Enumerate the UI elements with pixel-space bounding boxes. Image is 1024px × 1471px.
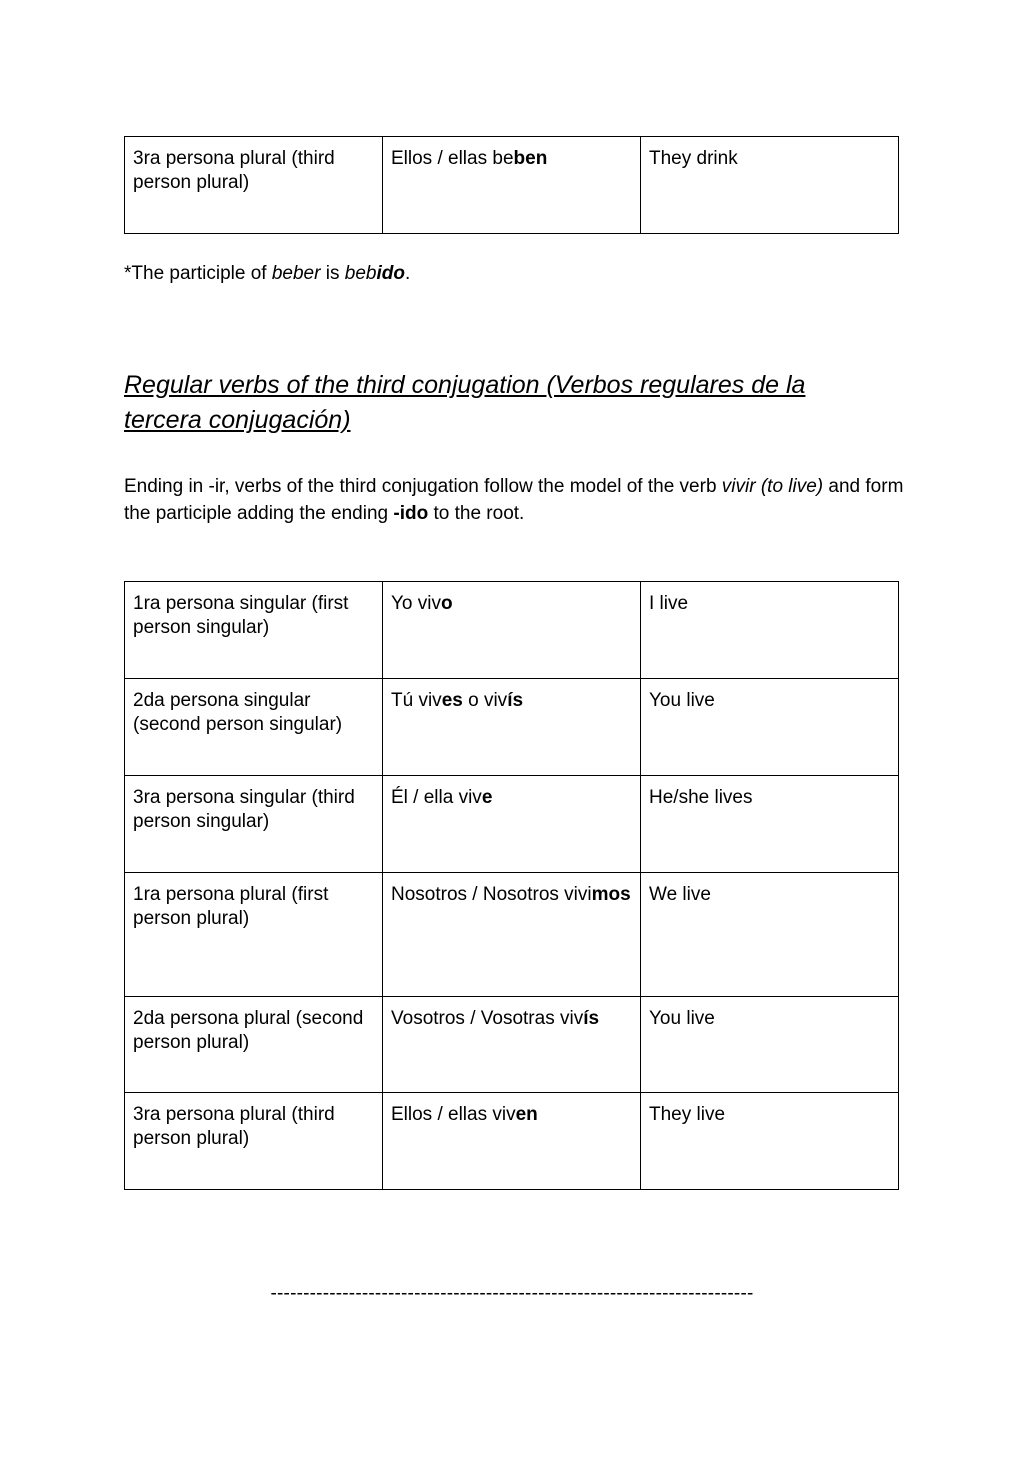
section-divider: -------------------------------------------------------------------------- [270, 1283, 754, 1304]
spanish-stem: Ellos / ellas viv [391, 1104, 516, 1125]
table-row [125, 1093, 899, 1190]
english-cell [641, 776, 899, 873]
english-translation: I live [649, 593, 689, 614]
spanish-ending: e [481, 787, 493, 808]
table-row [125, 997, 899, 1093]
spanish-cell [383, 776, 641, 873]
spanish-cell [383, 1093, 641, 1190]
english-cell [641, 997, 899, 1093]
spanish-stem: Nosotros / Nosotros vivi [391, 884, 592, 905]
intro-paragraph [124, 473, 904, 527]
note-verb: beber [271, 263, 321, 284]
spanish-ending: es [441, 690, 463, 711]
english-translation: He/she lives [649, 787, 753, 808]
note-middle: is [320, 263, 345, 284]
conjugation-table-beber [124, 136, 899, 234]
conjugation-table-vivir [124, 581, 899, 1190]
english-cell [641, 873, 899, 997]
spanish-ending: ís [583, 1008, 600, 1029]
spanish-ending: en [515, 1104, 538, 1125]
spanish-stem: Ellos / ellas be [391, 148, 514, 169]
intro-part1: Ending in -ir, verbs of the third conjugation follow the model of the verb [124, 476, 722, 497]
table-row [125, 873, 899, 997]
person-label: 1ra persona plural (first person plural) [133, 884, 329, 929]
spanish-cell [383, 873, 641, 997]
note-suffix: . [404, 263, 411, 284]
intro-verb: vivir (to live) [721, 476, 824, 497]
spanish-ending: ben [513, 148, 548, 169]
english-translation: You live [649, 690, 715, 711]
intro-part2: and form the participle adding the ending [124, 476, 904, 524]
note-prefix: *The participle of [124, 263, 272, 284]
spanish-stem-alt: o viv [462, 690, 508, 711]
person-label: 3ra persona singular (third person singular) [133, 787, 355, 832]
spanish-stem: Él / ella viv [391, 787, 482, 808]
english-cell [641, 582, 899, 679]
english-translation: You live [649, 1008, 715, 1029]
spanish-ending: o [441, 593, 453, 614]
person-label: 3ra persona plural (third person plural) [133, 1104, 335, 1149]
table-row [125, 582, 899, 679]
person-label: 1ra persona singular (first person singular) [133, 593, 349, 638]
english-translation: They drink [649, 148, 738, 169]
english-cell [641, 137, 899, 234]
note-participle-stem: beb [344, 263, 377, 284]
person-cell [125, 776, 383, 873]
section-heading: Regular verbs of the third conjugation (Verbos regulares de la tercera conjugación) [124, 371, 806, 434]
person-label: 2da persona singular (second person singular) [133, 690, 343, 735]
intro-part3: to the root. [428, 503, 525, 524]
table-row [125, 679, 899, 776]
person-cell [125, 679, 383, 776]
english-cell [641, 679, 899, 776]
person-label: 3ra persona plural (third person plural) [133, 148, 335, 193]
spanish-stem: Yo viv [391, 593, 441, 614]
english-translation: They live [649, 1104, 726, 1125]
intro-ending: -ido [393, 503, 429, 524]
spanish-ending: mos [591, 884, 631, 905]
english-cell [641, 1093, 899, 1190]
english-translation: We live [649, 884, 711, 905]
note-participle-ending: ido [376, 263, 405, 284]
spanish-ending-alt: ís [507, 690, 524, 711]
person-cell [125, 1093, 383, 1190]
person-label: 2da persona plural (second person plural) [133, 1008, 364, 1053]
person-cell [125, 997, 383, 1093]
spanish-cell [383, 137, 641, 234]
person-cell [125, 873, 383, 997]
table-row [125, 137, 899, 234]
person-cell [125, 582, 383, 679]
table-row [125, 776, 899, 873]
participle-note [124, 262, 410, 286]
person-cell [125, 137, 383, 234]
spanish-cell [383, 582, 641, 679]
spanish-cell [383, 997, 641, 1093]
spanish-cell [383, 679, 641, 776]
spanish-stem: Tú viv [391, 690, 442, 711]
spanish-stem: Vosotros / Vosotras viv [391, 1008, 584, 1029]
